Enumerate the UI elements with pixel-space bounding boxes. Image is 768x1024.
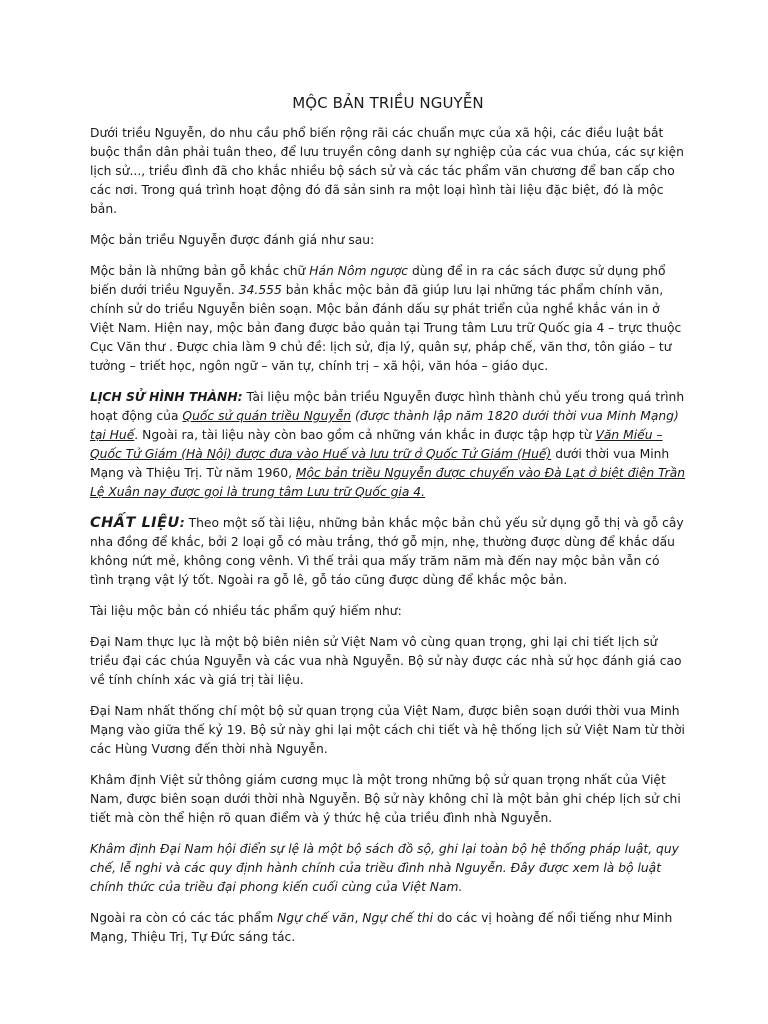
intro-paragraph: Dưới triều Nguyễn, do nhu cầu phổ biến rộng rãi các chuẩn mực của xã hội, các điều luật bắt buộc thần dân phải tuân theo, để lưu truyền công danh sự nghiệp của các vua chúa, các sự kiện lịch sử..., triều đình đã cho khắc nhiều bộ sách sử và các tác phẩm văn chương để ban cấp cho các nơi. Trong quá trình hoạt động đó đã sản sinh ra một loại hình tài liệu đặc biệt, đó là mộc bản. (90, 126, 684, 216)
works-lead: Tài liệu mộc bản có nhiều tác phẩm quý hiếm như: (90, 604, 402, 618)
document-title: MỘC BẢN TRIỀU NGUYỄN (292, 94, 484, 112)
dai-nam-nhat-thong-chi-paragraph: Đại Nam nhất thống chí một bộ sử quan trọng của Việt Nam, được biên soạn dưới thời vua Minh Mạng vào giữa thế kỷ 19. Bộ sử này ghi lại một cách chi tiết và hệ thống lịch sử Việt Nam từ thời các Hùng Vương đến thời nhà Nguyễn. (90, 704, 685, 756)
quoc-su-quan-link: Quốc sử quán triều Nguyễn (182, 409, 352, 423)
history-heading: LỊCH SỬ HÌNH THÀNH: (90, 390, 243, 404)
han-nom-term: Hán Nôm ngược (309, 264, 409, 278)
kham-dinh-hoi-dien-paragraph: Khâm định Đại Nam hội điển sự lệ là một bộ sách đồ sộ, ghi lại toàn bộ hệ thống pháp luật, quy chế, lễ nghi và các quy định hành chính của triều đình nhà Nguyễn. Đây được xem là bộ luật chính thức của triều đại phong kiến cuối cùng của Việt Nam. (90, 842, 679, 894)
woodblock-description-paragraph: Mộc bản là những bản gỗ khắc chữ Hán Nôm ngược dùng để in ra các sách được sử dụng phổ biến dưới triều Nguyễn. 34.555 bản khắc mộc bản đã giúp lưu lại những tác phẩm chính văn, chính sử do triều Nguyễn biên soạn. Mộc bản đánh dấu sự phát triển của nghề khắc ván in ở Việt Nam. Hiện nay, mộc bản đang được bảo quản tại Trung tâm Lưu trữ Quốc gia 4 – trực thuộc Cục Văn thư . Được chia làm 9 chủ đề: lịch sử, địa lý, quân sự, pháp chế, văn thơ, tôn giáo – tư tưởng – triết học, ngôn ngữ – văn tự, chính trị – xã hội, văn hóa – giáo dục. (90, 264, 682, 373)
kham-dinh-viet-su-paragraph: Khâm định Việt sử thông giám cương mục là một trong những bộ sử quan trọng nhất của Việt Nam, được biên soạn dưới thời nhà Nguyễn. Bộ sử này không chỉ là một bản ghi chép lịch sử chi tiết mà còn thể hiện rõ quan điểm và ý thức hệ của triều đình nhà Nguyễn. (90, 773, 681, 825)
other-works-paragraph: Ngoài ra còn có các tác phẩm Ngự chế văn, Ngự chế thi do các vị hoàng đế nổi tiếng như Minh Mạng, Thiệu Trị, Tự Đức sáng tác. (90, 911, 673, 944)
material-paragraph: CHẤT LIỆU: Theo một số tài liệu, những bản khắc mộc bản chủ yếu sử dụng gỗ thị và gỗ cây nha đồng để khắc, bởi 2 loại gỗ có màu trắng, thớ gỗ mịn, nhẹ, thường được dùng để khắc dấu không nứt mẻ, không cong vênh. Vì thế trải qua mấy trăm năm mà đến nay mộc bản vẫn có tình trạng vật lý tốt. Ngoài ra gỗ lê, gỗ táo cũng được dùng để khắc mộc bản. (90, 515, 684, 587)
material-heading: CHẤT LIỆU (90, 515, 180, 531)
woodblock-count: 34.555 (238, 283, 282, 297)
assessment-lead: Mộc bản triều Nguyễn được đánh giá như sau: (90, 233, 375, 247)
da-lat-note: Mộc bản triều Nguyễn được chuyển vào Đà Lạt ở biệt điện Trần Lệ Xuân nay được gọi là trung tâm Lưu trữ Quốc gia 4. (90, 466, 686, 499)
van-mieu-link: Văn Miếu – Quốc Tử Giám (Hà Nội) được đưa vào Huế và lưu trữ ở Quốc Tử Giám (Huế) (90, 428, 663, 461)
history-paragraph: LỊCH SỬ HÌNH THÀNH: Tài liệu mộc bản triều Nguyễn được hình thành chủ yếu trong quá trình hoạt động của Quốc sử quán triều Nguyễn (được thành lập năm 1820 dưới thời vua Minh Mạng) tại Huế. Ngoài ra, tài liệu này còn bao gồm cả những ván khắc in được tập hợp từ Văn Miếu – Quốc Tử Giám (Hà Nội) được đưa vào Huế và lưu trữ ở Quốc Tử Giám (Huế) dưới thời vua Minh Mạng và Thiệu Trị. Từ năm 1960, Mộc bản triều Nguyễn được chuyển vào Đà Lạt ở biệt điện Trần Lệ Xuân nay được gọi là trung tâm Lưu trữ Quốc gia 4. (90, 390, 686, 499)
dai-nam-thuc-luc-paragraph: Đại Nam thực lục là một bộ biên niên sử Việt Nam vô cùng quan trọng, ghi lại chi tiết lịch sử triều đại các chúa Nguyễn và các vua nhà Nguyễn. Bộ sử này được các nhà sử học đánh giá cao về tính chính xác và giá trị tài liệu. (90, 635, 682, 687)
document-page (90, 94, 686, 959)
